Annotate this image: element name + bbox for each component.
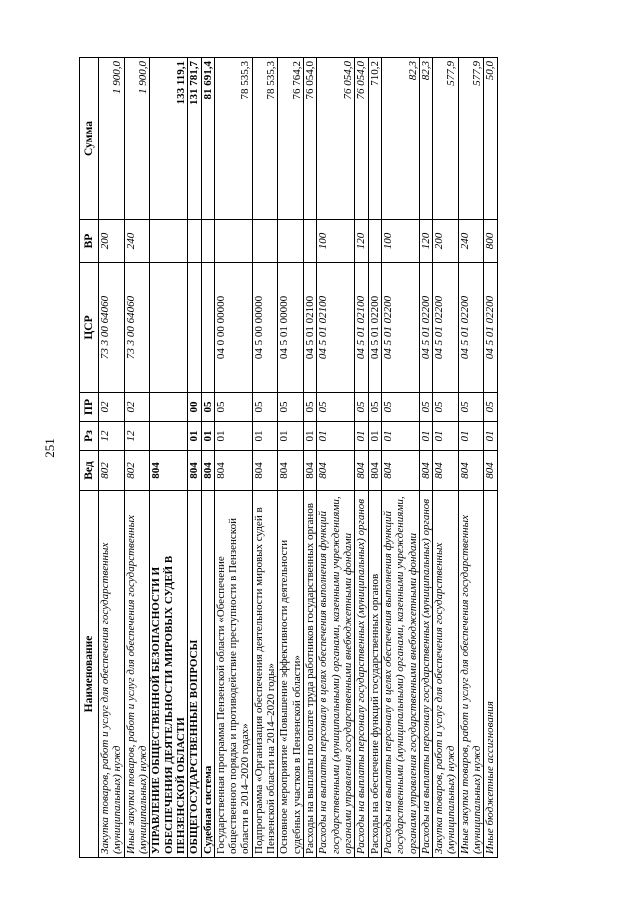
table-header-row (80, 58, 99, 858)
cell-csr: 04 5 01 02200 (381, 263, 419, 393)
cell-sum: 1 900,0 (124, 58, 150, 220)
cell-name: Судебная система (201, 491, 214, 858)
cell-csr: 04 0 00 00000 (214, 263, 252, 393)
cell-vr (214, 220, 252, 263)
table-row (201, 58, 214, 858)
cell-csr: 04 5 01 02100 (304, 263, 317, 393)
cell-ved: 804 (304, 451, 317, 491)
cell-vr: 240 (458, 220, 484, 263)
cell-name: Закупка товаров, работ и услуг для обеспечения государственных (муниципальных) нужд (99, 491, 125, 858)
table-row (419, 58, 432, 858)
cell-sum: 133 119,1 (150, 58, 188, 220)
cell-pr: 05 (433, 393, 459, 422)
cell-ved: 804 (368, 451, 381, 491)
cell-pr: 05 (458, 393, 484, 422)
table-row (124, 58, 150, 858)
cell-sum: 78 535,3 (214, 58, 252, 220)
cell-rz: 12 (124, 422, 150, 451)
header-sum: Сумма (80, 58, 99, 220)
cell-sum: 76 054,0 (317, 58, 355, 220)
cell-csr: 04 5 01 02200 (368, 263, 381, 393)
table-row (304, 58, 317, 858)
page-number: 251 (42, 438, 57, 458)
cell-ved: 804 (484, 451, 497, 491)
cell-pr: 02 (99, 393, 125, 422)
cell-vr (304, 220, 317, 263)
cell-vr: 200 (433, 220, 459, 263)
header-csr: ЦСР (80, 263, 99, 393)
cell-ved: 804 (458, 451, 484, 491)
cell-ved: 804 (214, 451, 252, 491)
cell-ved: 804 (433, 451, 459, 491)
cell-sum: 131 781,7 (188, 58, 201, 220)
cell-rz: 01 (188, 422, 201, 451)
cell-name: Иные закупки товаров, работ и услуг для обеспечения государственных (муниципальных) нужд (458, 491, 484, 858)
cell-name: Иные закупки товаров, работ и услуг для обеспечения государственных (муниципальных) нужд (124, 491, 150, 858)
header-rz: Рз (80, 422, 99, 451)
cell-pr: 05 (484, 393, 497, 422)
cell-name: УПРАВЛЕНИЕ ОБЩЕСТВЕННОЙ БЕЗОПАСНОСТИ И ОБЕСПЕЧЕНИЯ ДЕЯТЕЛЬНОСТИ МИРОВЫХ СУДЕЙ В ПЕНЗЕНСКОЙ ОБЛАСТИ (150, 491, 188, 858)
cell-ved: 804 (278, 451, 304, 491)
cell-rz: 01 (278, 422, 304, 451)
cell-name: Расходы на выплаты по оплате труда работников государственных органов (304, 491, 317, 858)
cell-name: Подпрограмма «Организация обеспечения деятельности мировых судей в Пензенской области на 2014–2020 годы» (252, 491, 278, 858)
cell-vr (368, 220, 381, 263)
cell-vr (150, 220, 188, 263)
cell-pr: 05 (214, 393, 252, 422)
cell-csr: 04 5 01 02200 (433, 263, 459, 393)
header-name: Наименование (80, 491, 99, 858)
cell-rz: 01 (433, 422, 459, 451)
cell-rz: 01 (381, 422, 419, 451)
cell-rz: 01 (419, 422, 432, 451)
cell-rz: 01 (201, 422, 214, 451)
cell-sum: 1 900,0 (99, 58, 125, 220)
table-row (458, 58, 484, 858)
cell-name: Иные бюджетные ассигнования (484, 491, 497, 858)
cell-sum: 76 054,0 (304, 58, 317, 220)
cell-csr: 04 5 01 02100 (317, 263, 355, 393)
cell-pr (150, 393, 188, 422)
cell-rz: 01 (252, 422, 278, 451)
table-row (317, 58, 355, 858)
cell-csr: 04 5 01 02200 (458, 263, 484, 393)
cell-pr: 05 (252, 393, 278, 422)
header-vr: ВР (80, 220, 99, 263)
cell-rz (150, 422, 188, 451)
cell-csr (150, 263, 188, 393)
cell-vr (278, 220, 304, 263)
cell-ved: 804 (355, 451, 368, 491)
cell-pr: 05 (304, 393, 317, 422)
cell-pr: 05 (381, 393, 419, 422)
cell-rz: 01 (458, 422, 484, 451)
cell-pr: 05 (278, 393, 304, 422)
cell-sum: 50,0 (484, 58, 497, 220)
cell-rz: 01 (304, 422, 317, 451)
cell-csr: 04 5 01 02200 (484, 263, 497, 393)
cell-csr: 04 5 01 00000 (278, 263, 304, 393)
table-row (355, 58, 368, 858)
table-row (214, 58, 252, 858)
cell-csr (201, 263, 214, 393)
cell-sum: 78 535,3 (252, 58, 278, 220)
cell-name: ОБЩЕГОСУДАРСТВЕННЫЕ ВОПРОСЫ (188, 491, 201, 858)
cell-pr: 05 (419, 393, 432, 422)
cell-sum: 76 764,2 (278, 58, 304, 220)
cell-ved: 804 (381, 451, 419, 491)
cell-vr (188, 220, 201, 263)
cell-rz: 01 (355, 422, 368, 451)
cell-sum: 81 691,4 (201, 58, 214, 220)
cell-ved: 804 (419, 451, 432, 491)
budget-table (79, 57, 498, 858)
cell-rz: 01 (484, 422, 497, 451)
cell-pr: 05 (201, 393, 214, 422)
cell-pr: 05 (317, 393, 355, 422)
cell-sum: 76 054,0 (355, 58, 368, 220)
table-row (484, 58, 497, 858)
cell-rz: 01 (214, 422, 252, 451)
cell-ved: 802 (124, 451, 150, 491)
table-row (252, 58, 278, 858)
cell-sum: 82,3 (381, 58, 419, 220)
cell-name: Закупка товаров, работ и услуг для обеспечения государственных (муниципальных) нужд (433, 491, 459, 858)
cell-csr: 73 3 00 64060 (99, 263, 125, 393)
cell-sum: 710,2 (368, 58, 381, 220)
cell-ved: 804 (317, 451, 355, 491)
cell-vr: 100 (381, 220, 419, 263)
budget-table-container (79, 58, 628, 858)
cell-name: Расходы на выплаты персоналу в целях обеспечения выполнения функций государственными (муниципальными) органами, казенными учреждениями, органами управления государственными внебюджетными фондами (381, 491, 419, 858)
cell-csr (188, 263, 201, 393)
cell-name: Государственная программа Пензенской области «Обеспечение общественного порядка и противодействие преступности в Пензенской области в 2014–2020 годах» (214, 491, 252, 858)
cell-name: Расходы на выплаты персоналу в целях обеспечения выполнения функций государственными (муниципальными) органами, казенными учреждениями, органами управления государственными внебюджетными фондами (317, 491, 355, 858)
cell-name: Расходы на выплаты персоналу государственных (муниципальных) органов (355, 491, 368, 858)
cell-vr (201, 220, 214, 263)
cell-vr: 240 (124, 220, 150, 263)
cell-name: Расходы на обеспечение функций государственных органов (368, 491, 381, 858)
cell-vr: 120 (419, 220, 432, 263)
cell-sum: 577,9 (458, 58, 484, 220)
table-row (368, 58, 381, 858)
cell-vr (252, 220, 278, 263)
cell-name: Основное мероприятие «Повышение эффективности деятельности судебных участков в Пензенской области» (278, 491, 304, 858)
cell-pr: 00 (188, 393, 201, 422)
cell-rz: 01 (317, 422, 355, 451)
cell-ved: 804 (150, 451, 188, 491)
table-row (433, 58, 459, 858)
table-row (150, 58, 188, 858)
cell-rz: 01 (368, 422, 381, 451)
table-row (99, 58, 125, 858)
cell-pr: 05 (355, 393, 368, 422)
cell-ved: 804 (188, 451, 201, 491)
cell-rz: 12 (99, 422, 125, 451)
header-pr: ПР (80, 393, 99, 422)
cell-csr: 04 5 01 02200 (419, 263, 432, 393)
table-row (278, 58, 304, 858)
cell-csr: 73 3 00 64060 (124, 263, 150, 393)
cell-vr: 200 (99, 220, 125, 263)
table-body (99, 58, 498, 858)
cell-sum: 82,3 (419, 58, 432, 220)
table-row (188, 58, 201, 858)
cell-ved: 804 (201, 451, 214, 491)
cell-name: Расходы на выплаты персоналу государственных (муниципальных) органов (419, 491, 432, 858)
cell-sum: 577,9 (433, 58, 459, 220)
cell-vr: 100 (317, 220, 355, 263)
cell-pr: 05 (368, 393, 381, 422)
cell-pr: 02 (124, 393, 150, 422)
cell-vr: 800 (484, 220, 497, 263)
table-row (381, 58, 419, 858)
cell-ved: 802 (99, 451, 125, 491)
cell-csr: 04 5 01 02100 (355, 263, 368, 393)
cell-ved: 804 (252, 451, 278, 491)
cell-vr: 120 (355, 220, 368, 263)
header-ved: Вед (80, 451, 99, 491)
cell-csr: 04 5 00 00000 (252, 263, 278, 393)
